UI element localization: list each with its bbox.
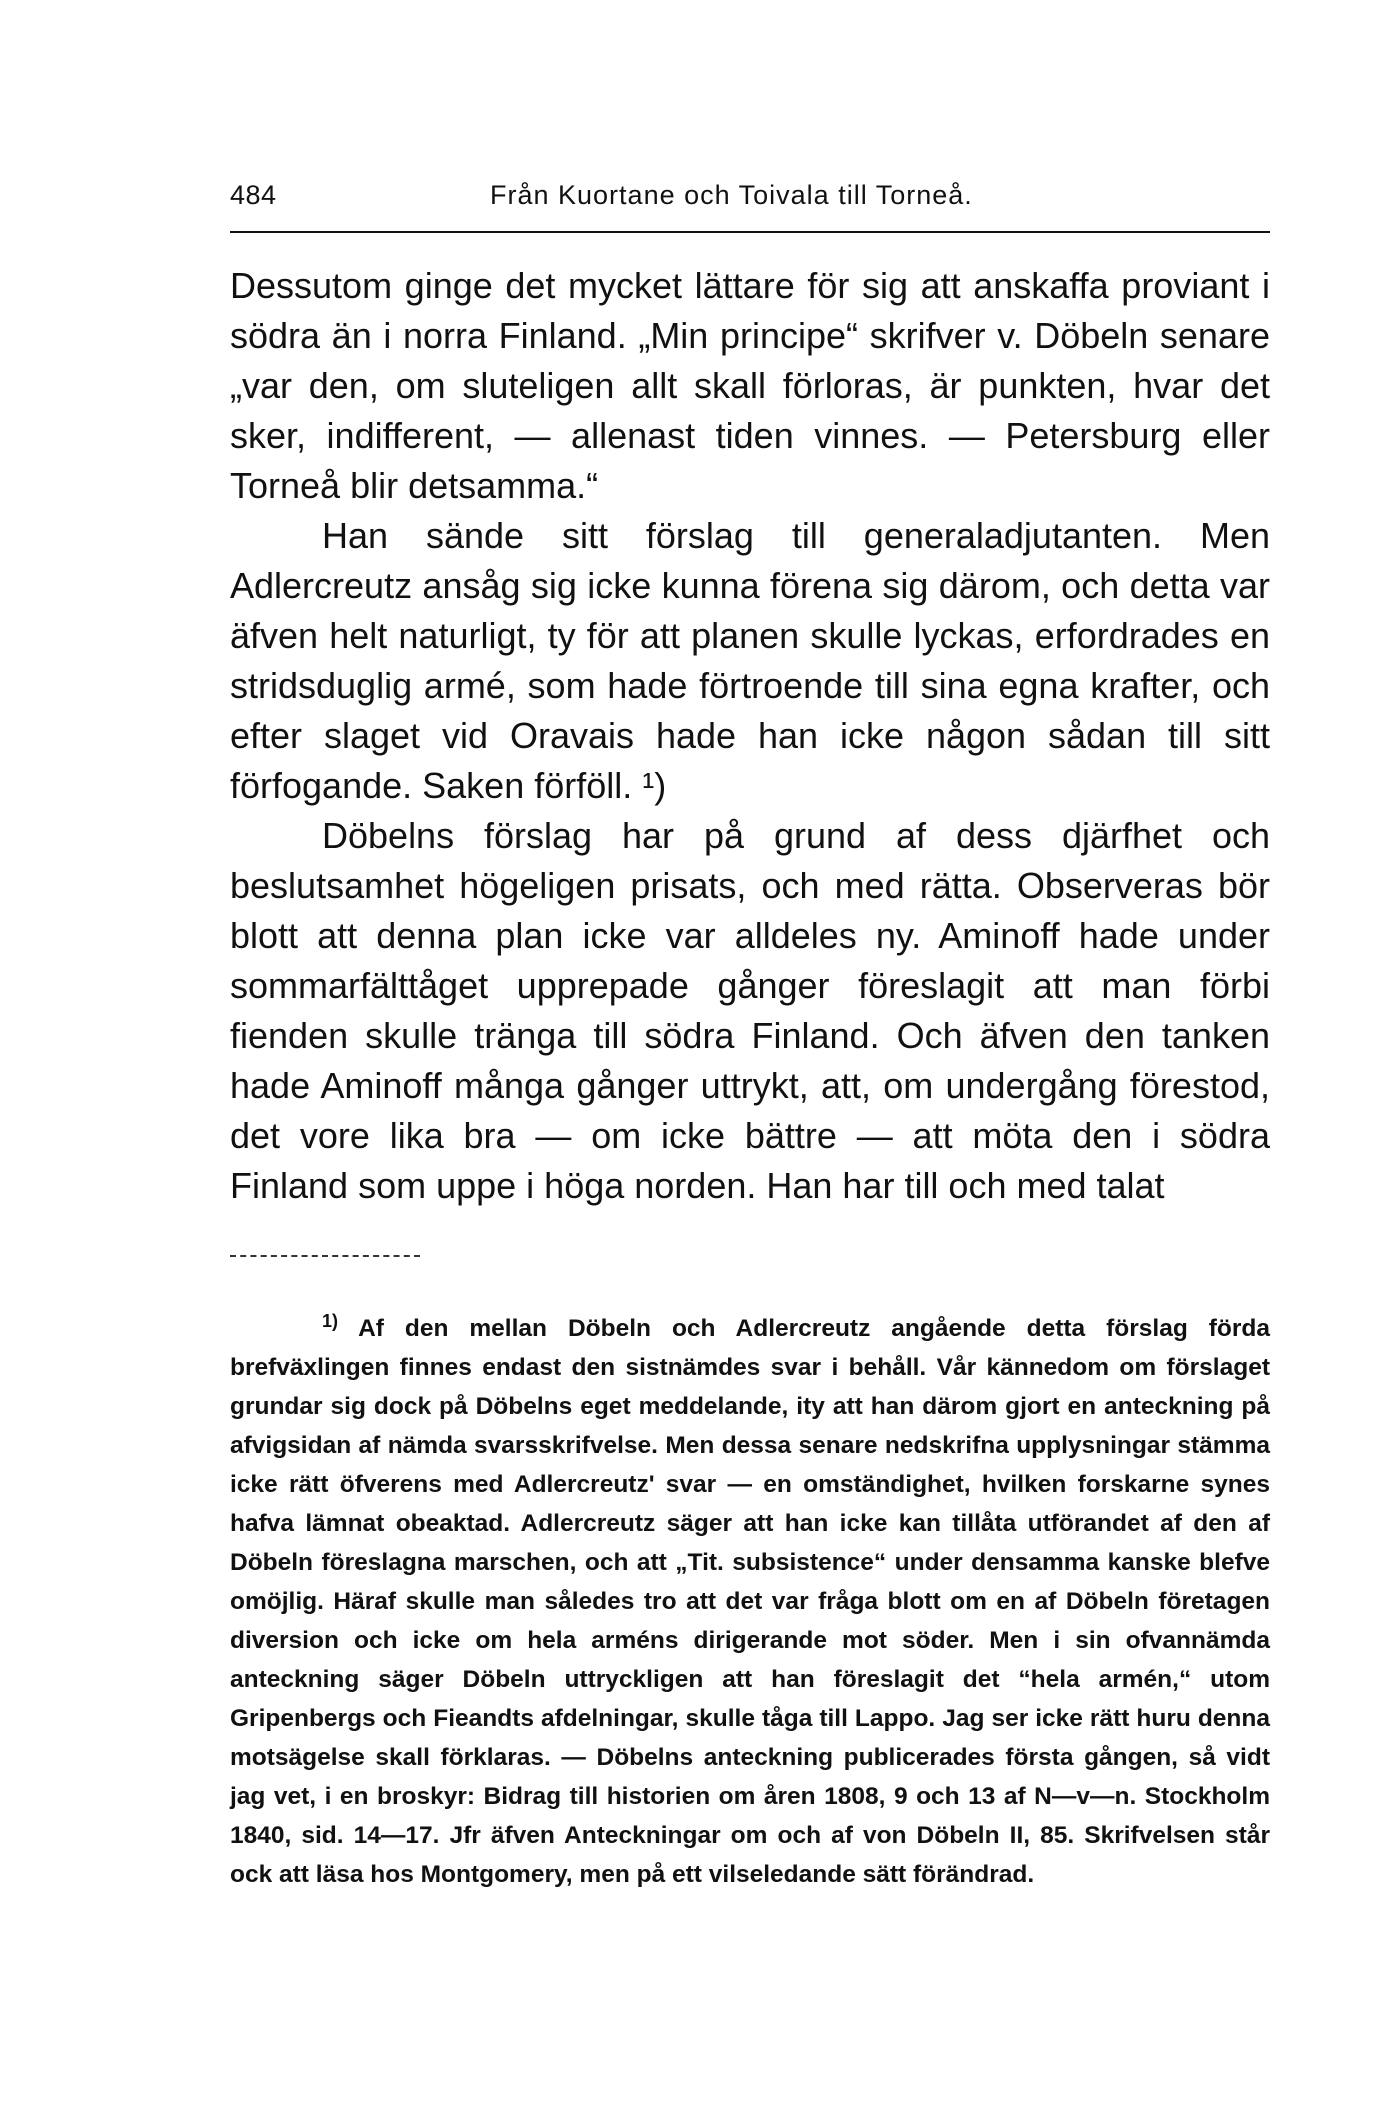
paragraph-1: Dessutom ginge det mycket lättare för sig att anskaffa proviant i södra än i norra Finland. „Min principe“ skrifver v. Döbeln senare „var den, om sluteligen allt skall förloras, är punkten, hvar det sker, indifferent, — allenast tiden vinnes. — Petersburg eller Torneå blir detsamma.“ bbox=[230, 265, 1270, 506]
book-page bbox=[230, 180, 1270, 1894]
page-header bbox=[230, 180, 1270, 233]
footnote-1 bbox=[230, 1309, 1270, 1894]
footnote-separator bbox=[230, 1255, 420, 1257]
paragraph-2: Han sände sitt förslag till generaladjutanten. Men Adlercreutz ansåg sig icke kunna förena sig därom, och detta var äfven helt naturligt, ty för att planen skulle lyckas, erfordrades en stridsduglig armé, som hade förtroende till sina egna krafter, och efter slaget vid Oravais hade han icke någon sådan till sitt förfogande. Saken förföll. ¹) bbox=[230, 515, 1270, 806]
paragraph-3: Döbelns förslag har på grund af dess djärfhet och beslutsamhet högeligen prisats, och med rätta. Observeras bör blott att denna plan icke var alldeles ny. Aminoff hade under sommarfälttåget upprepade gånger föreslagit att man förbi fienden skulle tränga till södra Finland. Och äfven den tanken hade Aminoff många gånger uttrykt, att, om undergång förestod, det vore lika bra — om icke bättre — att möta den i södra Finland som uppe i höga norden. Han har till och med talat bbox=[230, 815, 1270, 1206]
footnotes bbox=[230, 1309, 1270, 1894]
body-text bbox=[230, 261, 1270, 1211]
running-title: Från Kuortane och Toivala till Torneå. bbox=[490, 180, 973, 210]
footnote-text: Af den mellan Döbeln och Adlercreutz angående detta förslag förda brefväxlingen finnes endast den sistnämdes svar i behåll. Vår kännedom om förslaget grundar sig dock på Döbelns eget meddelande, ity att han därom gjort en anteckning på afvigsidan af nämda svarsskrifvelse. Men dessa senare nedskrifna upplysningar stämma icke rätt öfverens med Adlercreutz' svar — en omständighet, hvilken forskarne synes hafva lämnat obeaktad. Adlercreutz säger att han icke kan tillåta utförandet af den af Döbeln föreslagna marschen, och att „Tit. subsistence“ under densamma kanske blefve omöjlig. Häraf skulle man således tro att det var fråga blott om en af Döbeln företagen diversion och icke om hela arméns dirigerande mot söder. Men i sin ofvannämda anteckning säger Döbeln uttryckligen att han föreslagit det “hela armén,“ utom Gripenbergs och Fieandts afdelningar, skulle tåga till Lappo. Jag ser icke rätt huru denna motsägelse skall förklaras. — Döbelns anteckning publicerades första gången, så vidt jag vet, i en broskyr: Bidrag till historien om åren 1808, 9 och 13 af N—v—n. Stockholm 1840, sid. 14—17. Jfr äfven Anteckningar om och af von Döbeln II, 85. Skrifvelsen står ock att läsa hos Montgomery, men på ett vilseledande sätt förändrad. bbox=[230, 1315, 1271, 1888]
page-number: 484 bbox=[230, 180, 277, 210]
footnote-marker: 1) bbox=[322, 1310, 339, 1331]
